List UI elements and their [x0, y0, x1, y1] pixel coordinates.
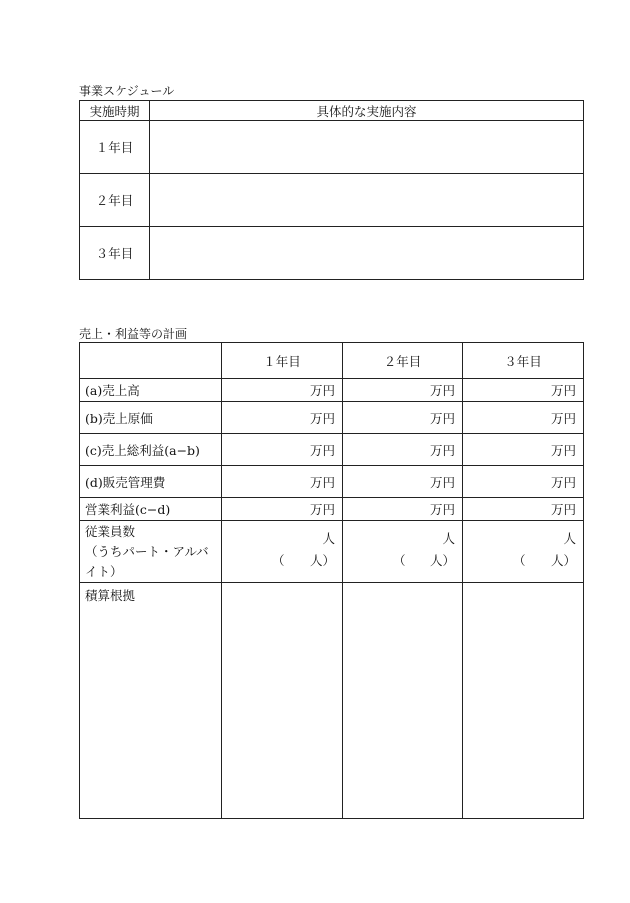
row-label: (b)売上原価: [80, 402, 222, 434]
financial-header-year3: ３年目: [463, 343, 584, 379]
amount-cell[interactable]: 万円: [463, 402, 584, 434]
employees-unit: 人: [442, 531, 455, 546]
financial-row-cost: [80, 402, 584, 434]
financial-header-row: [80, 343, 584, 379]
employees-unit: 人: [322, 531, 335, 546]
financial-header-blank: [80, 343, 222, 379]
employees-label: [80, 521, 222, 583]
employees-unit: 人: [563, 531, 576, 546]
schedule-content-year1[interactable]: [150, 121, 584, 174]
amount-cell[interactable]: 万円: [463, 379, 584, 402]
amount-cell[interactable]: 万円: [222, 379, 343, 402]
basis-cell-year1[interactable]: [222, 583, 343, 819]
financial-row-basis: [80, 583, 584, 819]
schedule-table: [79, 100, 584, 280]
part-time-unit: 人）: [550, 553, 576, 568]
schedule-period-year3: ３年目: [80, 227, 150, 280]
schedule-header-content: 具体的な実施内容: [150, 101, 584, 121]
schedule-period-year2: ２年目: [80, 174, 150, 227]
row-label: (d)販売管理費: [80, 466, 222, 498]
schedule-row: [80, 121, 584, 174]
row-label: 営業利益(c−d): [80, 498, 222, 521]
employees-label-line1: 従業員数: [85, 524, 136, 539]
employees-cell-year3[interactable]: [463, 521, 584, 583]
schedule-title: 事業スケジュール: [79, 84, 175, 98]
amount-cell[interactable]: 万円: [343, 379, 463, 402]
schedule-row: [80, 227, 584, 280]
basis-cell-year3[interactable]: [463, 583, 584, 819]
row-label: (a)売上高: [80, 379, 222, 402]
amount-cell[interactable]: 万円: [463, 434, 584, 466]
amount-cell[interactable]: 万円: [222, 434, 343, 466]
amount-cell[interactable]: 万円: [343, 434, 463, 466]
row-label: (c)売上総利益(a−b): [80, 434, 222, 466]
schedule-row: [80, 174, 584, 227]
financial-row-sales: [80, 379, 584, 402]
schedule-period-year1: １年目: [80, 121, 150, 174]
schedule-header-row: [80, 101, 584, 121]
financial-table: [79, 342, 584, 819]
financial-row-gross-profit: [80, 434, 584, 466]
amount-cell[interactable]: 万円: [222, 402, 343, 434]
amount-cell[interactable]: 万円: [222, 498, 343, 521]
part-time-unit: 人）: [309, 553, 335, 568]
basis-cell-year2[interactable]: [343, 583, 463, 819]
paren-open: （: [393, 553, 406, 568]
schedule-content-year3[interactable]: [150, 227, 584, 280]
schedule-header-period: 実施時期: [80, 101, 150, 121]
amount-cell[interactable]: 万円: [343, 498, 463, 521]
amount-cell[interactable]: 万円: [222, 466, 343, 498]
employees-cell-year1[interactable]: [222, 521, 343, 583]
employees-cell-year2[interactable]: [343, 521, 463, 583]
amount-cell[interactable]: 万円: [343, 402, 463, 434]
financial-header-year1: １年目: [222, 343, 343, 379]
amount-cell[interactable]: 万円: [463, 466, 584, 498]
financial-row-employees: [80, 521, 584, 583]
financial-title: 売上・利益等の計画: [79, 327, 188, 341]
amount-cell[interactable]: 万円: [463, 498, 584, 521]
paren-open: （: [513, 553, 526, 568]
financial-header-year2: ２年目: [343, 343, 463, 379]
financial-row-sga: [80, 466, 584, 498]
schedule-content-year2[interactable]: [150, 174, 584, 227]
employees-label-line2: （うちパート・アルバ: [85, 544, 209, 559]
basis-label: 積算根拠: [80, 583, 222, 819]
part-time-unit: 人）: [429, 553, 455, 568]
amount-cell[interactable]: 万円: [343, 466, 463, 498]
financial-row-operating-profit: [80, 498, 584, 521]
paren-open: （: [272, 553, 285, 568]
employees-label-line3: イト）: [85, 564, 123, 579]
